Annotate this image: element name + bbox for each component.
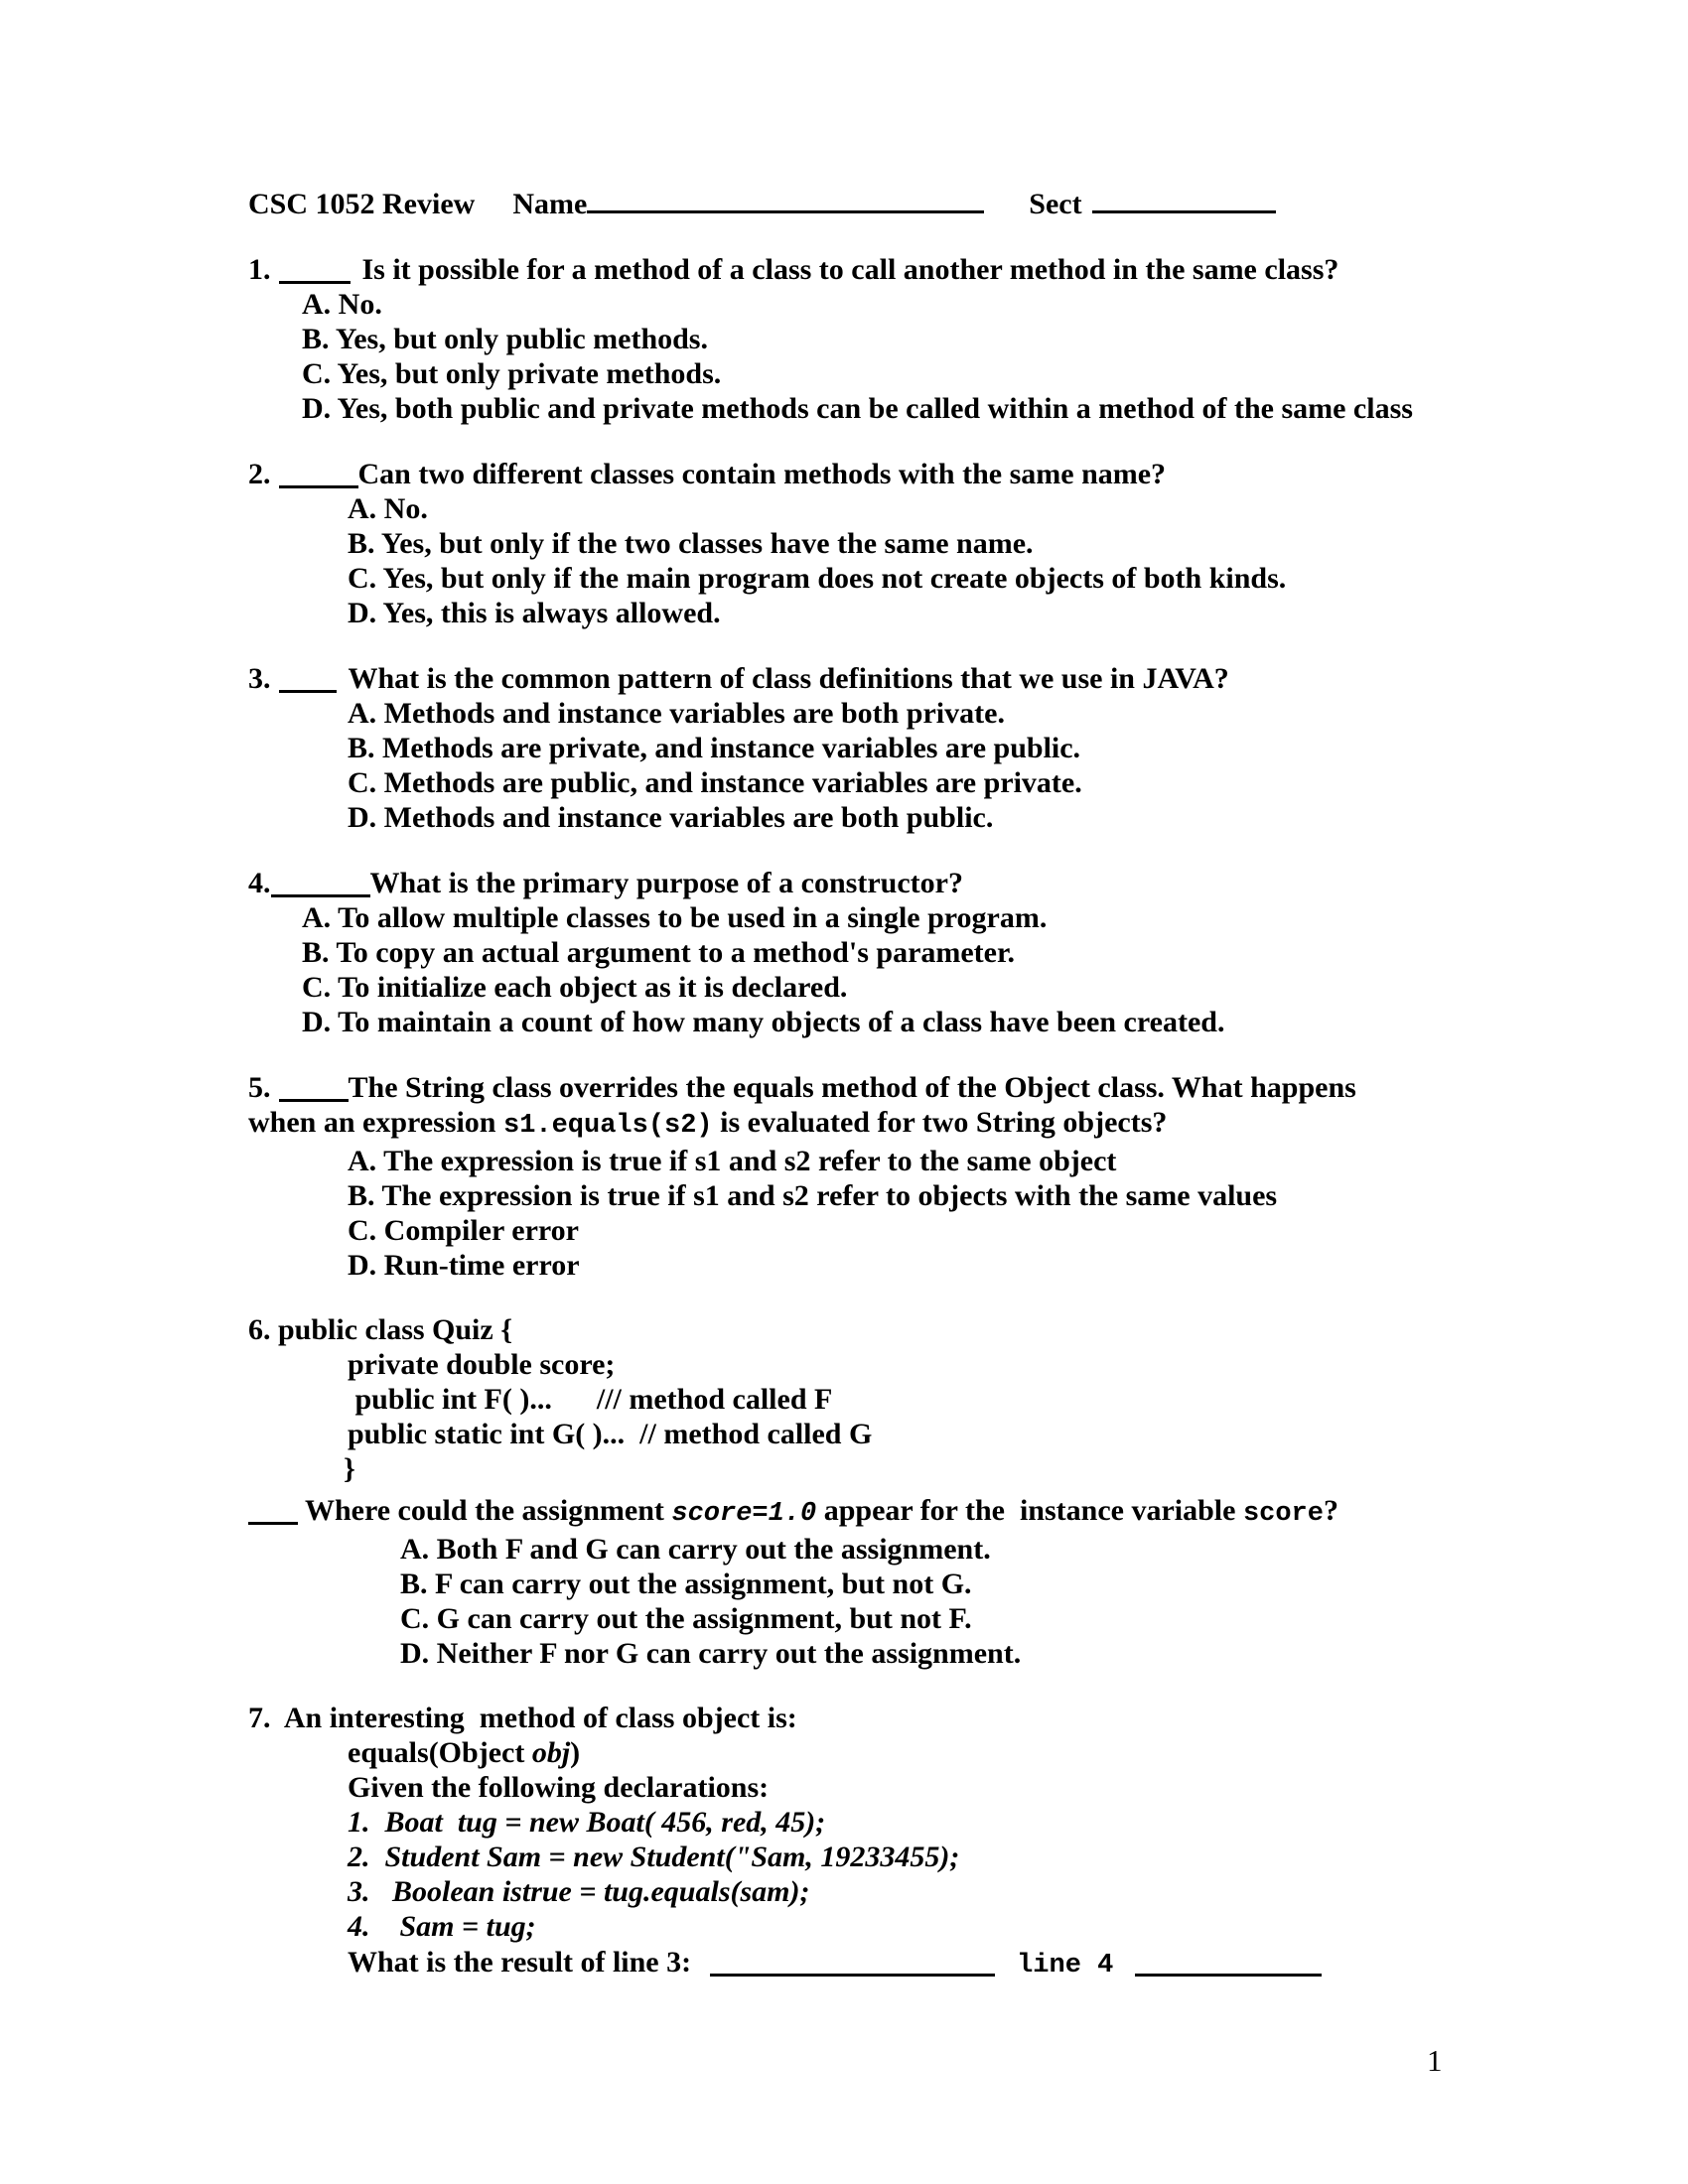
question-3-number: 3. — [248, 662, 271, 695]
option: D. Yes, this is always allowed. — [348, 597, 721, 629]
method-signature-post: ) — [570, 1736, 581, 1769]
question-7-given-line: Given the following declarations: — [348, 1771, 770, 1804]
option: B. The expression is true if s1 and s2 refer to objects with the same values — [348, 1179, 1278, 1212]
question-5-blank — [279, 1069, 349, 1102]
question-5-options — [348, 1144, 1549, 1283]
declaration-line: 4. Sam = tug; — [348, 1910, 536, 1943]
option: C. G can carry out the assignment, but not F. — [400, 1602, 972, 1635]
inline-code: score — [1242, 1499, 1324, 1529]
declaration-line: 1. Boat tug = new Boat( 456, red, 45); — [348, 1806, 826, 1839]
option: B. F can carry out the assignment, but not G. — [400, 1568, 972, 1600]
question-2 — [248, 456, 1549, 630]
method-param: obj — [531, 1736, 571, 1769]
question-1 — [248, 251, 1549, 426]
question-7-method-line — [348, 1735, 1549, 1770]
question-4 — [248, 865, 1549, 1039]
question-1-text: Is it possible for a method of a class to call another method in the same class? — [361, 253, 1339, 286]
code-line: public int F( )... /// method called F — [348, 1383, 833, 1416]
question-3-text: What is the common pattern of class definitions that we use in JAVA? — [348, 662, 1229, 695]
option: D. Methods and instance variables are both public. — [348, 801, 994, 834]
option: B. Yes, but only if the two classes have the same name. — [348, 527, 1034, 560]
question-7-result-line — [348, 1944, 1549, 1983]
question-3-line — [248, 660, 1549, 696]
question-4-number: 4. — [248, 867, 271, 899]
question-6-heading: 6. public class Quiz { — [248, 1313, 513, 1346]
line4-answer-blank — [1135, 1944, 1322, 1977]
option: C. Methods are public, and instance variables are private. — [348, 766, 1082, 799]
option: B. Methods are private, and instance variables are public. — [348, 732, 1081, 764]
line3-answer-blank — [710, 1944, 995, 1977]
declaration-line: 2. Student Sam = new Student("Sam, 19233455); — [348, 1841, 960, 1873]
option: D. Yes, both public and private methods can be called within a method of the same class — [302, 392, 1413, 425]
question-2-text: Can two different classes contain methods with the same name? — [357, 458, 1167, 490]
question-6-text-pre: Where could the assignment — [298, 1494, 672, 1527]
question-5 — [248, 1069, 1549, 1283]
code-line-closing-brace: } — [344, 1452, 355, 1485]
result-label: What is the result of line 3: — [348, 1946, 692, 1979]
option: A. Methods and instance variables are both private. — [348, 697, 1005, 730]
question-2-number: 2. — [248, 458, 271, 490]
option: A. To allow multiple classes to be used in a single program. — [302, 901, 1048, 934]
question-4-options — [302, 900, 1549, 1039]
name-blank — [587, 181, 984, 213]
document-title: CSC 1052 Review — [248, 188, 476, 220]
option: B. Yes, but only public methods. — [302, 323, 708, 355]
page-number: 1 — [1427, 2043, 1443, 2078]
option: A. No. — [302, 288, 382, 321]
question-6-options — [400, 1532, 1549, 1671]
code-line: public static int G( )... // method called G — [348, 1418, 873, 1450]
question-5-text: The String class overrides the equals method of the Object class. What happens — [348, 1071, 1356, 1104]
question-3-blank — [279, 660, 337, 693]
question-5-line1 — [248, 1069, 1549, 1105]
option: C. Compiler error — [348, 1214, 579, 1247]
option: D. Neither F nor G can carry out the assignment. — [400, 1637, 1022, 1670]
option: A. Both F and G can carry out the assignment. — [400, 1533, 991, 1566]
sect-label: Sect — [1029, 188, 1082, 220]
option: C. Yes, but only private methods. — [302, 357, 722, 390]
question-5-text-pre: when an expression — [248, 1106, 503, 1139]
question-4-blank — [271, 865, 370, 897]
question-5-text-post: is evaluated for two String objects? — [712, 1106, 1168, 1139]
question-1-number: 1. — [248, 253, 271, 286]
question-6-prompt — [248, 1492, 1549, 1532]
inline-code: s1.equals(s2) — [503, 1111, 713, 1141]
option: A. The expression is true if s1 and s2 refer to the same object — [348, 1145, 1117, 1177]
declaration-line: 3. Boolean istrue = tug.equals(sam); — [348, 1875, 810, 1908]
sect-blank — [1092, 181, 1276, 213]
question-2-blank — [279, 456, 358, 488]
option: A. No. — [348, 492, 428, 525]
option: C. Yes, but only if the main program does not create objects of both kinds. — [348, 562, 1287, 595]
name-label: Name — [512, 188, 588, 220]
question-2-options — [348, 491, 1549, 630]
question-5-number: 5. — [248, 1071, 271, 1104]
question-1-options — [302, 287, 1549, 426]
option: D. Run-time error — [348, 1249, 580, 1282]
option: B. To copy an actual argument to a method's parameter. — [302, 936, 1016, 969]
question-6-text-mid: appear for the instance variable — [816, 1494, 1243, 1527]
option: D. To maintain a count of how many objects of a class have been created. — [302, 1006, 1225, 1038]
inline-code: score=1.0 — [671, 1499, 817, 1529]
method-signature-pre: equals(Object — [348, 1736, 532, 1769]
question-5-line2 — [248, 1105, 1549, 1144]
question-3 — [248, 660, 1549, 835]
question-1-blank — [279, 251, 351, 284]
question-6-text-post: ? — [1323, 1494, 1338, 1527]
worksheet-content — [248, 181, 1549, 1983]
code-line: private double score; — [348, 1348, 616, 1381]
question-4-line — [248, 865, 1549, 900]
question-1-line — [248, 251, 1549, 287]
line4-label: line 4 — [1017, 1951, 1114, 1980]
question-4-text: What is the primary purpose of a constructor? — [369, 867, 963, 899]
header — [248, 181, 1549, 221]
question-3-options — [348, 696, 1549, 835]
question-6 — [248, 1312, 1549, 1671]
question-2-line — [248, 456, 1549, 491]
question-6-blank — [248, 1492, 298, 1525]
option: C. To initialize each object as it is declared. — [302, 971, 848, 1004]
question-7-line1: 7. An interesting method of class object is: — [248, 1702, 797, 1734]
question-7 — [248, 1701, 1549, 1983]
